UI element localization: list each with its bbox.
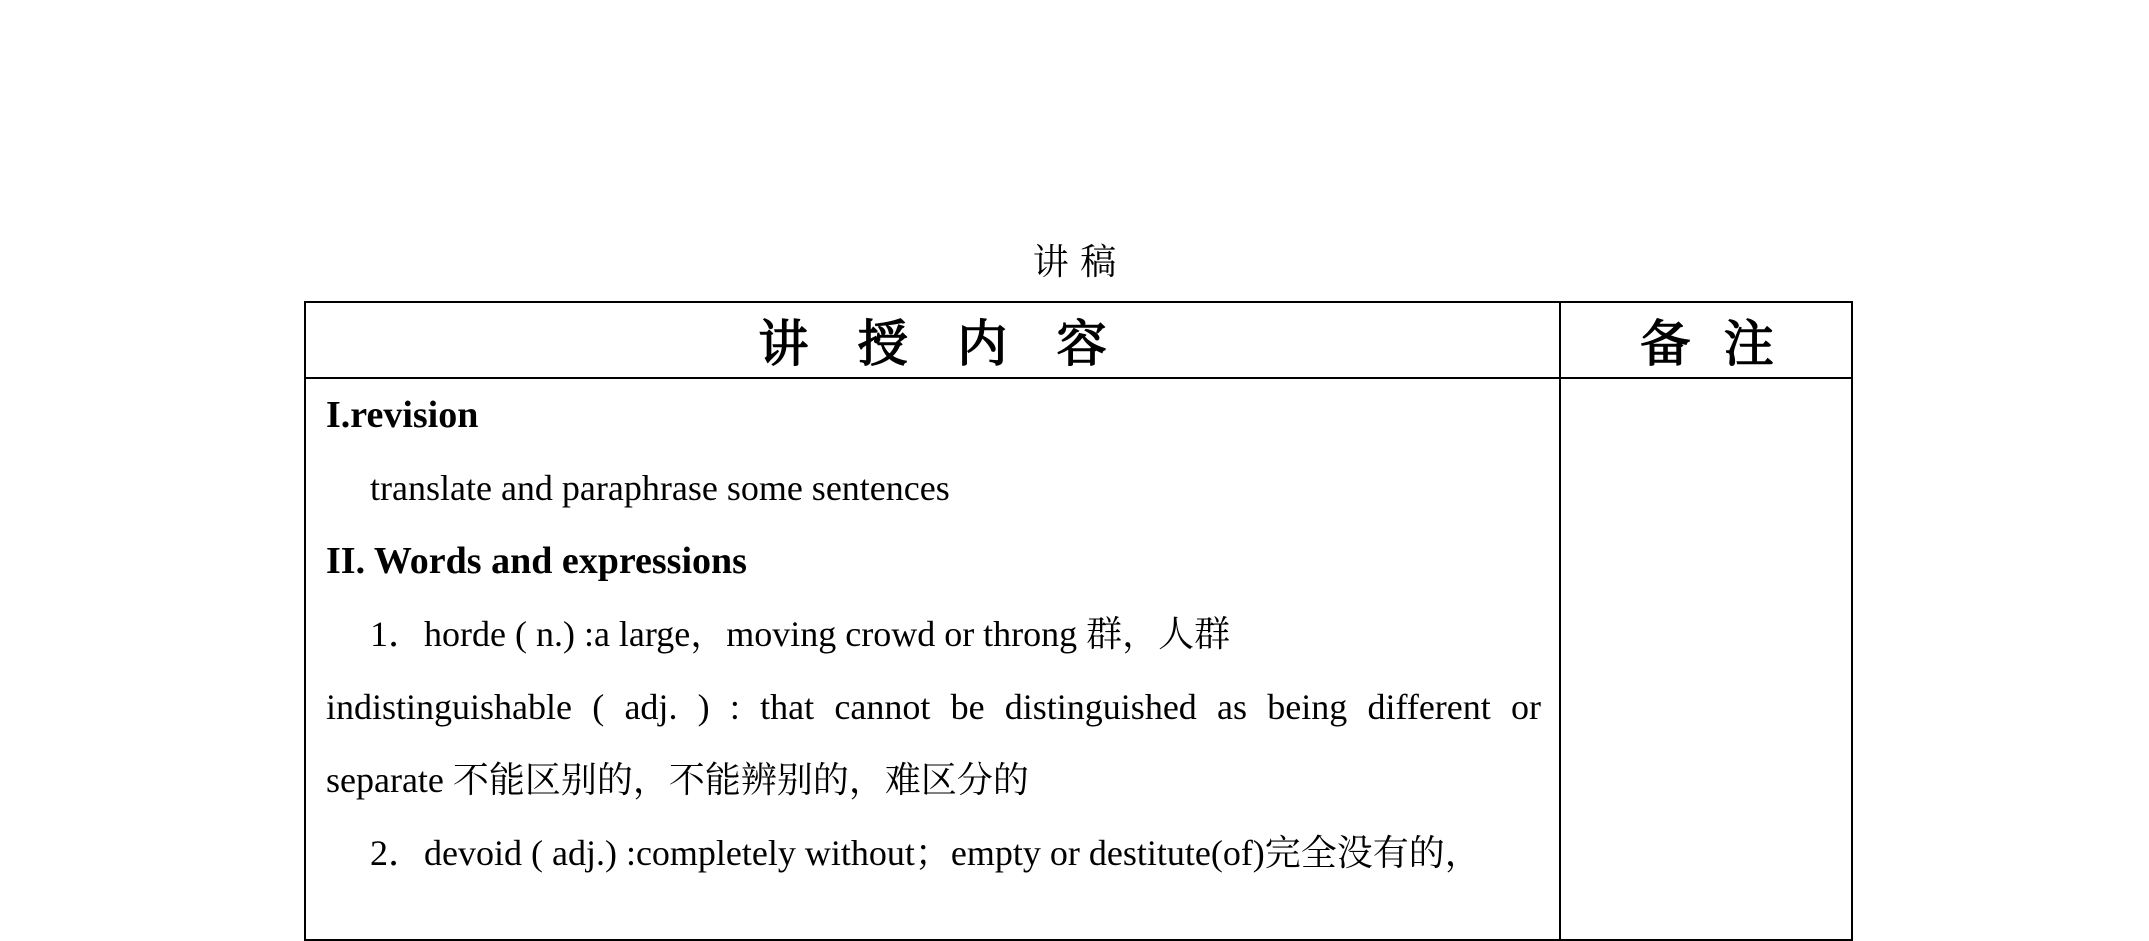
header-notes: 备 注	[1640, 315, 1774, 373]
notes-cell	[1561, 379, 1853, 939]
vocab-item-horde: 1．horde ( n.) :a large，moving crowd or throng 群，人群	[370, 614, 1231, 654]
revision-text: translate and paraphrase some sentences	[370, 468, 950, 508]
header-lecture-content: 讲 授 内 容	[758, 315, 1107, 373]
vocab-item-indistinguishable-line1: indistinguishable ( adj. ) : that cannot be distinguished as being different or	[326, 687, 1541, 727]
lecture-content-cell	[326, 379, 1541, 890]
document-title: 讲 稿	[1032, 242, 1117, 283]
vocab-item-devoid: 2．devoid ( adj.) :completely without；empty or destitute(of)完全没有的，	[370, 833, 1481, 873]
vocab-item-indistinguishable-line2: separate 不能区别的，不能辨别的，难区分的	[326, 760, 1029, 800]
section-heading-words: II. Words and expressions	[326, 540, 747, 582]
lecture-table	[304, 301, 1853, 941]
section-heading-revision: I.revision	[326, 394, 479, 436]
